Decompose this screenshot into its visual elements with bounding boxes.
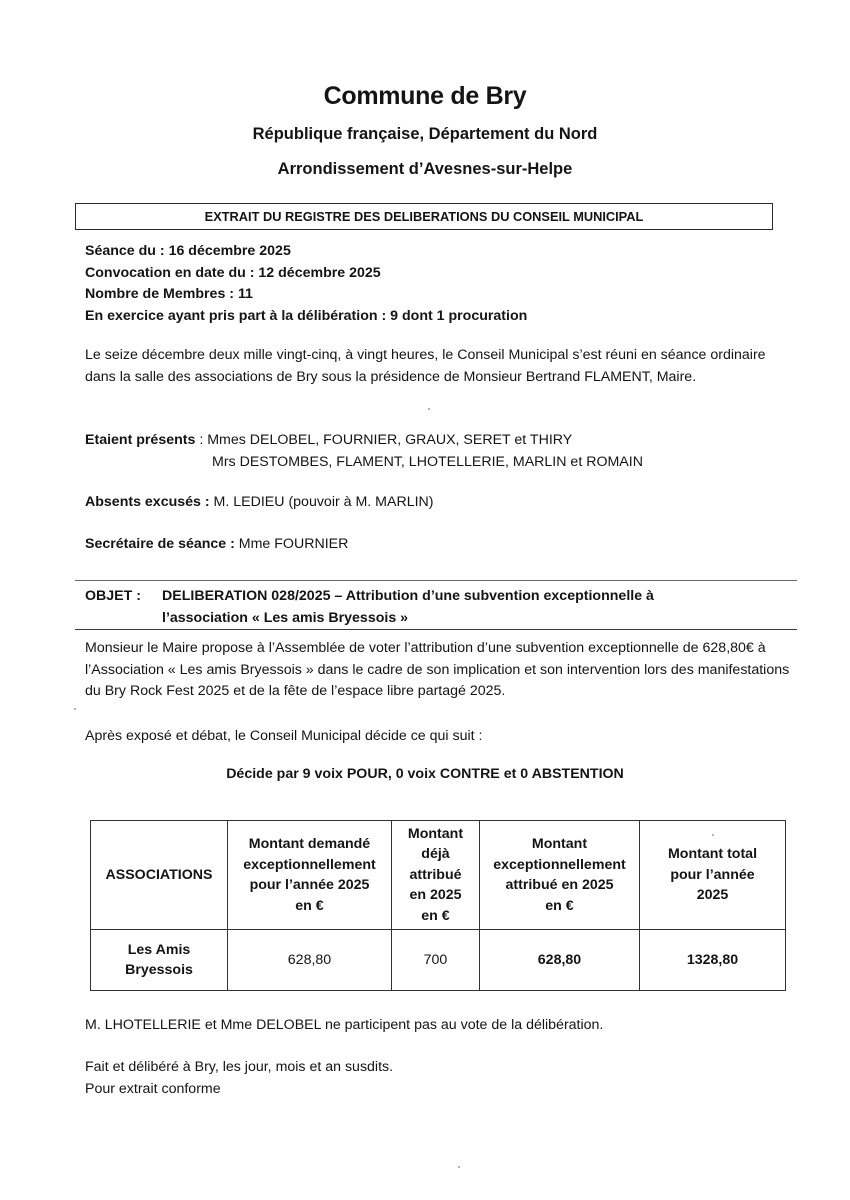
header-amount-requested: Montant demandé exceptionnellement pour l’année 2025 en €: [228, 821, 392, 930]
objet-line-1: DELIBERATION 028/2025 – Attribution d’une subvention exceptionnelle à: [162, 588, 654, 604]
header-total-amount: Montant total pour l’année 2025: [640, 821, 786, 930]
cell-amount-requested: 628,80: [228, 930, 392, 991]
objet-block: [85, 586, 772, 629]
convocation-date: Convocation en date du : 12 décembre 2025: [85, 264, 381, 281]
session-intro-paragraph: Le seize décembre deux mille vingt-cinq, à vingt heures, le Conseil Municipal s’est réuni en séance ordinaire dans la salle des associations de Bry sous la présidence de Monsieur Bertrand FLAMENT, Maire.: [85, 347, 766, 385]
attendance-absent: [85, 494, 434, 510]
commune-title: Commune de Bry: [323, 82, 527, 110]
header-amount-already-granted: Montant déjà attribué en 2025 en €: [392, 821, 480, 930]
objet-bottom-divider: [75, 629, 797, 630]
register-extract-banner: [75, 203, 773, 230]
secretary-value: Mme FOURNIER: [238, 536, 349, 552]
scan-speck: [712, 834, 714, 836]
closing-line-2: Pour extrait conforme: [85, 1080, 221, 1097]
scan-speck: [428, 408, 430, 410]
objet-label: OBJET :: [85, 588, 141, 604]
closing-block: [85, 1057, 393, 1100]
proposal-paragraph: Monsieur le Maire propose à l’Assemblée de voter l’attribution d’une subvention exceptionnelle de 628,80€ à l’Association « Les amis Bryessois » dans le cadre de son implication et son intervention lors des manifestations du Bry Rock Fest 2025 et de la fête de l’espace libre partagé 2025.: [85, 640, 790, 699]
register-extract-text: EXTRAIT DU REGISTRE DES DELIBERATIONS DU CONSEIL MUNICIPAL: [204, 209, 644, 224]
header-amount-exceptional-granted: Montant exceptionnellement attribué en 2025 en €: [480, 821, 640, 930]
session-secretary: [85, 536, 348, 552]
cell-amount-exceptional-granted: 628,80: [480, 930, 640, 991]
present-separator: :: [195, 432, 208, 448]
session-meta: [85, 241, 527, 327]
scan-speck: [458, 1166, 460, 1168]
attendance-present: [85, 430, 643, 473]
non-voting-note: M. LHOTELLERIE et Mme DELOBEL ne participent pas au vote de la délibération.: [85, 1017, 604, 1033]
cell-amount-already-granted: 700: [392, 930, 480, 991]
secretary-label: Secrétaire de séance :: [85, 536, 239, 552]
absent-label: Absents excusés :: [85, 494, 214, 510]
present-women: Mmes DELOBEL, FOURNIER, GRAUX, SERET et THIRY: [207, 432, 573, 448]
scan-speck: [74, 708, 76, 710]
republic-department-subtitle: République française, Département du Nord: [252, 125, 598, 143]
arrondissement-subtitle: Arrondissement d’Avesnes-sur-Helpe: [277, 160, 573, 178]
objet-top-divider: [75, 580, 797, 581]
objet-text: [162, 586, 772, 629]
subsidy-table: [90, 820, 786, 991]
header-associations: ASSOCIATIONS: [91, 821, 228, 930]
participants-count: En exercice ayant pris part à la délibération : 9 dont 1 procuration: [85, 307, 528, 324]
objet-line-2: l’association « Les amis Bryessois »: [162, 609, 409, 626]
cell-association-name: Les Amis Bryessois: [91, 930, 228, 991]
subsidy-table-header-row: [91, 821, 786, 930]
closing-line-1: Fait et délibéré à Bry, les jour, mois et an susdits.: [85, 1059, 394, 1075]
session-date: Séance du : 16 décembre 2025: [85, 243, 291, 259]
absent-value: M. LEDIEU (pouvoir à M. MARLIN): [213, 494, 434, 510]
present-label: Etaient présents: [85, 432, 196, 448]
table-row: [91, 930, 786, 991]
debate-paragraph: Après exposé et débat, le Conseil Municipal décide ce qui suit :: [85, 728, 483, 744]
cell-total-amount: 1328,80: [640, 930, 786, 991]
present-men: Mrs DESTOMBES, FLAMENT, LHOTELLERIE, MARLIN et ROMAIN: [212, 453, 643, 470]
vote-decision: Décide par 9 voix POUR, 0 voix CONTRE et 0 ABSTENTION: [226, 766, 624, 782]
member-count: Nombre de Membres : 11: [85, 286, 253, 302]
